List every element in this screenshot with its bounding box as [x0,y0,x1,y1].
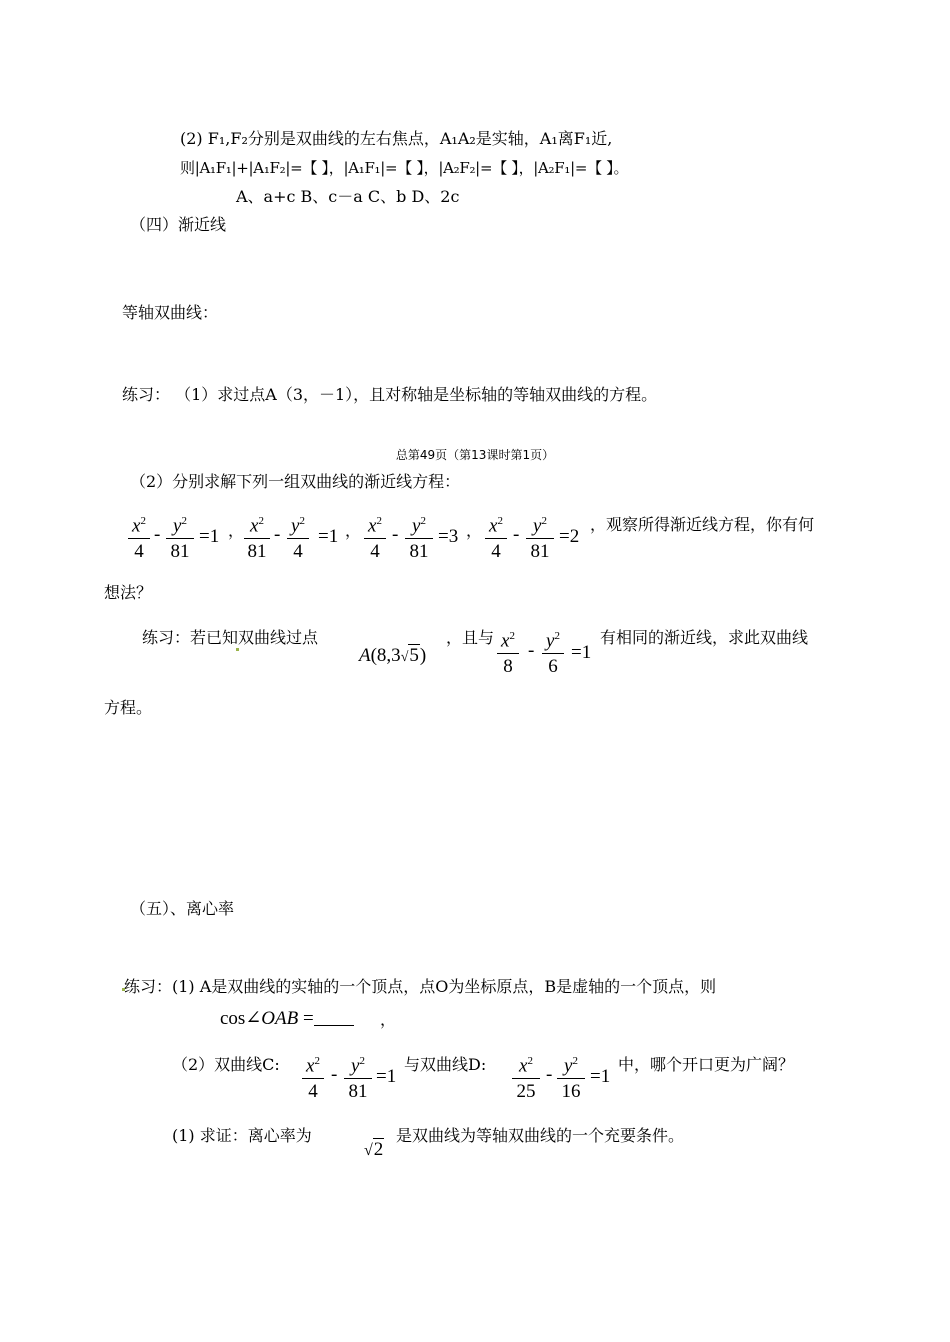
frac-10: $y^2$ 6 [542,624,564,680]
rhs-1: =1 [199,526,220,547]
rhs-3: =3 [438,526,459,547]
exercise-5-2b: 与双曲线D: [404,1055,487,1074]
cos-expression: cos∠OAB = [220,1007,354,1030]
exercise-2-tail: ，观察所得渐近线方程，你有何 [590,515,815,534]
rhs-4: =2 [559,526,580,547]
exercise-5-2c: 中，哪个开口更为广阔？ [618,1055,795,1074]
exercise-5-2a: （2）双曲线C: [172,1055,280,1074]
frac-1: $x^2$ 4 [128,509,150,565]
frac-3: $x^2$ 81 [244,509,270,565]
exercise-5-3b: 是双曲线为等轴双曲线的一个充要条件。 [396,1126,685,1145]
exercise-5-3a: (1) 求证：离心率为 [172,1126,312,1145]
section-4-title: （四）渐近线 [130,215,227,234]
exercise-3-c: 有相同的渐近线，求此双曲线 [600,628,809,647]
exercise-3-a: 练习：若已知双曲线过点 [142,628,319,647]
q2-line2: 则|A₁F₁|+|A₁F₂|=【 】，|A₁F₁|=【 】，|A₂F₂|=【 】，|A₂F₁|=【 】。 [180,159,629,177]
frac-8: $y^2$ 81 [526,509,554,565]
q2-options: A、a+c B、c－a C、b D、2c [236,187,460,206]
frac-6: $y^2$ 81 [405,509,433,565]
rhs-2: =1 [318,526,339,547]
sqrt-2: √2 [364,1139,384,1160]
exercise-1: 练习： （1）求过点A（3，－1），且对称轴是坐标轴的等轴双曲线的方程。 [122,385,658,404]
frac-12: $y^2$ 81 [344,1049,372,1105]
frac-13: $x^2$ 25 [512,1049,540,1105]
exercise-3-b: ，且与 [446,628,495,647]
frac-9: $x^2$ 8 [497,624,519,680]
frac-4: $y^2$ 4 [287,509,309,565]
q2-line1: (2) F₁,F₂分别是双曲线的左右焦点，A₁A₂是实轴，A₁离F₁近, [180,129,613,148]
exercise-2-title: （2）分别求解下列一组双曲线的渐近线方程： [130,472,461,491]
frac-14: $y^2$ 16 [557,1049,585,1105]
exercise-3-d: 方程。 [104,698,153,717]
frac-7: $x^2$ 4 [485,509,507,565]
exercise-2-tail2: 想法？ [104,583,153,602]
frac-5: $x^2$ 4 [364,509,386,565]
frac-11: $x^2$ 4 [302,1049,324,1105]
equal-axis-label: 等轴双曲线： [122,303,219,322]
exercise-5-1c: ， [380,1010,397,1029]
exercise-5-1: 练习：(1) A是双曲线的实轴的一个顶点，点O为坐标原点，B是虚轴的一个顶点，则 [124,977,717,996]
section-5-title: （五）、离心率 [130,899,235,918]
page-footer: 总第49页（第13课时第1页） [395,448,555,462]
frac-2: $y^2$ 81 [166,509,194,565]
point-A: A(8,3√5) [359,645,427,666]
